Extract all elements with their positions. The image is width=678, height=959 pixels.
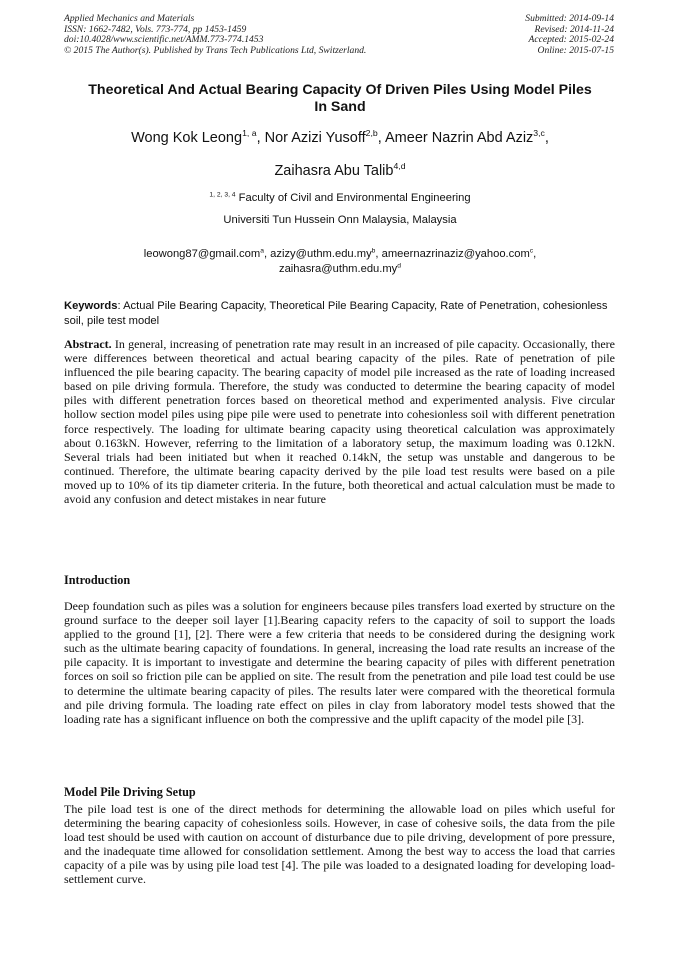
copyright-line: © 2015 The Author(s). Published by Trans Tech Publications Ltd, Switzerland. [64,44,367,56]
online-date: Online: 2015-07-15 [537,44,614,56]
author-separator: , [256,130,265,146]
accepted-date: Accepted: 2015-02-24 [528,34,614,46]
author-name: Wong Kok Leong [131,130,243,146]
author-name: Nor Azizi Yusoff [264,130,366,146]
email-separator: , [533,248,537,260]
journal-info [64,14,366,56]
author-superscript: 2,b [365,128,378,139]
abstract-paragraph [64,337,615,506]
author-superscript: 1, a [242,128,257,139]
email-address: leowong87@gmail.com [143,248,261,260]
author-separator: , [544,130,549,146]
journal-name: Applied Mechanics and Materials [64,13,195,24]
author-superscript: 4,d [393,161,406,172]
email-list [70,247,610,276]
author-name: Ameer Nazrin Abd Aziz [385,130,534,146]
affiliation [60,187,620,231]
email-address: zaihasra@uthm.edu.my [278,262,398,275]
keywords-label: Keywords [64,300,118,312]
setup-heading: Model Pile Driving Setup [64,785,196,799]
doi-line: doi:10.4028/www.scientific.net/AMM.773-774.1453 [64,34,264,46]
email-superscript: d [397,261,402,269]
keywords-section [64,299,616,328]
revised-date: Revised: 2014-11-24 [534,23,614,35]
abstract-label: Abstract. [64,337,112,351]
email-superscript: c [529,247,534,255]
submitted-date: Submitted: 2014-09-14 [525,13,614,24]
author-name: Zaihasra Abu Talib [274,163,394,179]
author-superscript: 3,c [533,128,545,139]
abstract-text: In general, increasing of penetration rate may result in an increased of pile capacity. Occasionally, there were differences between theoretical and actual bearing capacity of the piles. Rate of penetration of pile influenced the pile bearing capacity. The bearing capacity of model pile increased as the rate of loading increased based on pile driving formula. Therefore, the study was conducted to determine the bearing capacity of model piles with different penetration forces based on theoretical method and experimented analysis. Five circular hollow section model piles using pipe pile were used to penetrate into cohesionless soil with different penetration force respectively. The loading for ultimate bearing capacity using theoretical calculation was approximately about 0.163kN. However, referring to the limitation of a laboratory setup, the maximum loading was 0.12kN. Several trials had been initiated but when it reached 0.14kN, the setup was unstable and dangerous to be continued. Therefore, the ultimate bearing capacity derived by the pile load test results were based on a pile moved up to 10% of its tip diameter criteria. In the future, both theoretical and actual calculation must be made to avoid any confusion and detect mistakes in near future [64,337,615,507]
email-superscript: a [260,247,264,255]
keywords-text: : Actual Pile Bearing Capacity, Theoretical Pile Bearing Capacity, Rate of Penetration, cohesionless soil, pile test model [64,300,608,327]
email-superscript: b [371,247,376,255]
author-list [60,122,620,188]
email-address: , azizy@uthm.edu.my [263,248,372,260]
paper-title: Theoretical And Actual Bearing Capacity Of Driven Piles Using Model Piles In Sand [88,82,592,115]
faculty-name: Faculty of Civil and Environmental Engineering [235,192,471,204]
issn-line: ISSN: 1662-7482, Vols. 773-774, pp 1453-1459 [64,23,247,35]
affiliation-superscript: 1, 2, 3, 4 [209,191,236,199]
university-name: Universiti Tun Hussein Onn Malaysia, Malaysia [223,214,457,226]
introduction-heading: Introduction [64,573,131,587]
email-address: , ameernazrinaziz@yahoo.com [375,248,530,260]
introduction-paragraph: Deep foundation such as piles was a solution for engineers because piles transfers load exerted by structure on the ground surface to the deeper soil layer [1].Bearing capacity refers to the capacity of soil to support the loads applied to the ground [1], [2]. There were a few criteria that needs to be considered during the designing work such as the ultimate bearing capacity of foundations. In general, increasing the load rate results an increase of the pile capacity. It is important to investigate and determine the bearing capacity of piles with different penetration forces on soil so friction pile can be applied on site. The result from the penetration and pile load test could be use to determine the ultimate bearing capacity of piles. The results later were compared with the theoretical formula and pile driving formula. The loading rate effect on piles in clay from laboratory model tests showed that the loading rate has a significant influence on both the compressive and the uplift capacity of the model pile [3]. [64,599,615,726]
publication-dates [525,14,614,56]
setup-paragraph: The pile load test is one of the direct methods for determining the allowable load on piles which useful for determining the bearing capacity of cohesionless soils. However, in case of cohesive soils, the data from the pile load test should be used with caution on account of disturbance due to pile driving, development of pore pressure, and the inadequate time allowed for consolidation settlement. Among the best way to access the load that carries capacity of a pile was by using pile load test [4]. The pile was loaded to a designated loading for developing load-settlement curve. [64,802,615,887]
author-separator: , [377,130,385,146]
